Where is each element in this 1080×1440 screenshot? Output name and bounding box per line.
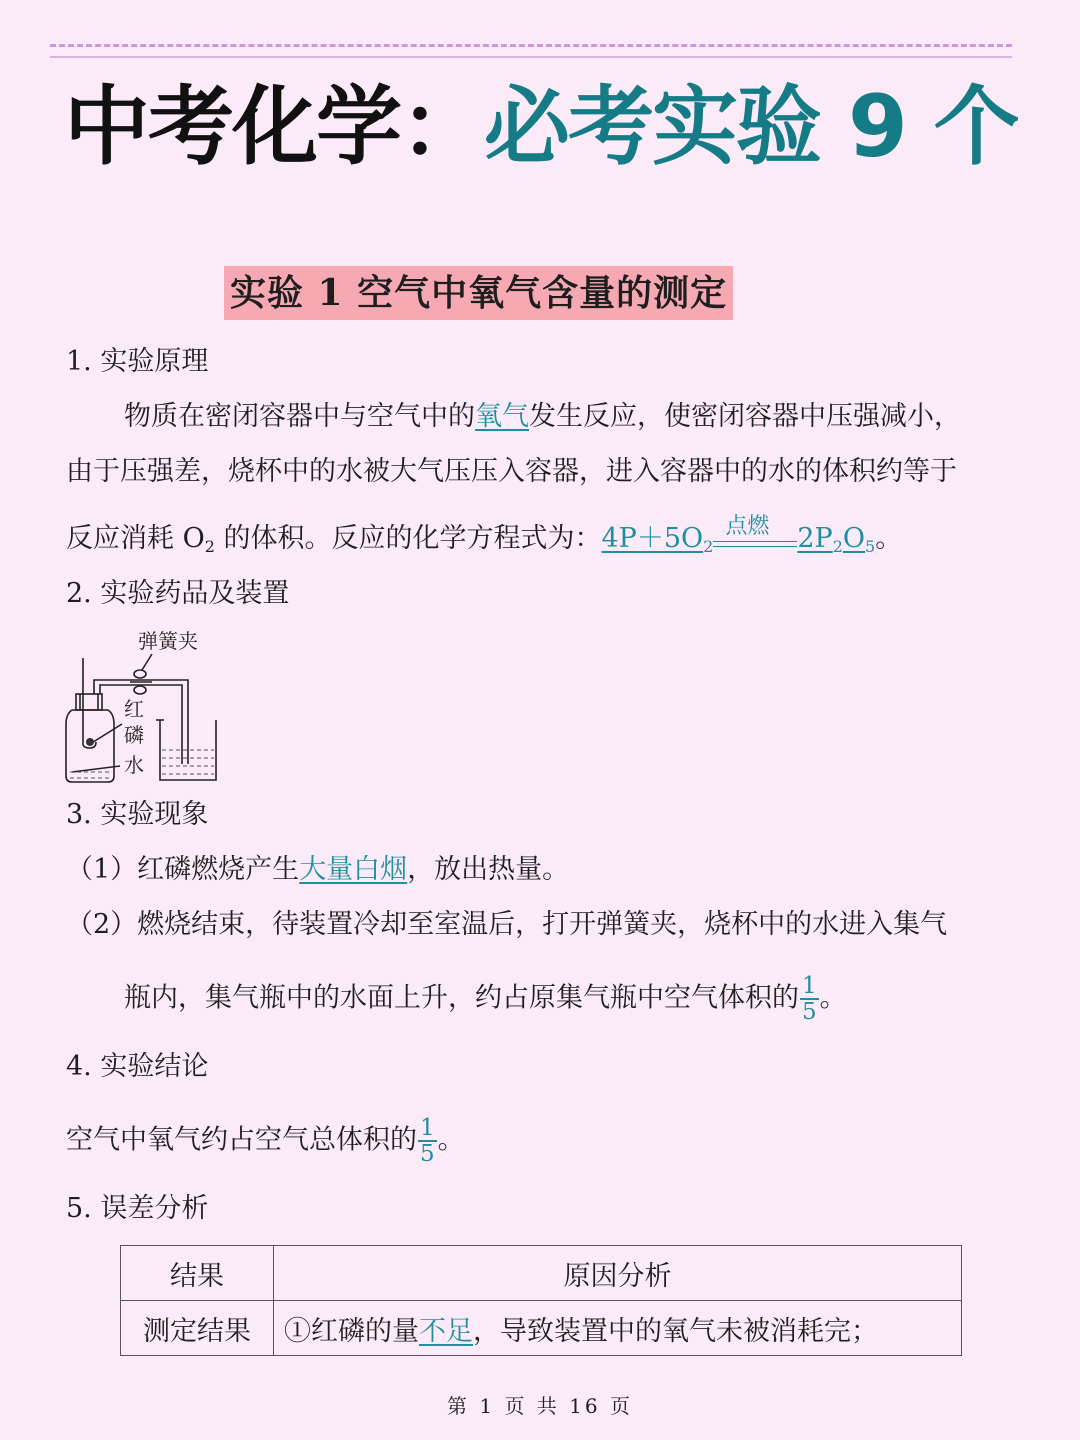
section1-para2: 由于压强差，烧杯中的水被大气压压入容器，进入容器中的水的体积约等于 bbox=[66, 456, 957, 487]
header-result: 结果 bbox=[121, 1246, 274, 1301]
cell-reason bbox=[274, 1301, 962, 1356]
observation-1 bbox=[66, 850, 569, 890]
para3-end: 。 bbox=[875, 523, 903, 554]
equation-condition bbox=[713, 513, 797, 555]
frac-den: 5 bbox=[420, 1141, 435, 1167]
frac-num: 1 bbox=[802, 973, 817, 999]
red-phosphorus-mark bbox=[86, 738, 94, 746]
fraction-one-fifth-conclusion bbox=[418, 1116, 437, 1166]
observation-2-line2 bbox=[124, 974, 847, 1024]
table-header-row bbox=[121, 1246, 962, 1301]
top-dash-divider bbox=[50, 44, 1012, 47]
page-title bbox=[64, 72, 1024, 182]
para3-pre: 反应消耗 O bbox=[66, 523, 205, 554]
chemical-equation bbox=[602, 523, 714, 554]
obs2-text: 瓶内，集气瓶中的水面上升，约占原集气瓶中空气体积的 bbox=[124, 982, 799, 1014]
obs2-end: 。 bbox=[819, 982, 847, 1014]
answer-insufficient: 不足 bbox=[419, 1315, 473, 1347]
section2-heading: 2. 实验药品及装置 bbox=[66, 578, 290, 609]
answer-white-smoke: 大量白烟 bbox=[299, 854, 408, 885]
reason-pre: ①红磷的量 bbox=[284, 1315, 419, 1347]
label-phosphorus: 磷 bbox=[124, 723, 144, 747]
title-teal-part: 必考实验 9 个 bbox=[484, 77, 1018, 177]
obs1-pre: （1）红磷燃烧产生 bbox=[66, 854, 300, 885]
conclusion-pre: 空气中氧气约占空气总体积的 bbox=[66, 1124, 417, 1156]
eq-rhs-sub1: 2 bbox=[832, 537, 843, 556]
title-black-part: 中考化学： bbox=[64, 77, 484, 177]
para1-post: 发生反应，使密闭容器中压强减小， bbox=[529, 401, 961, 432]
conclusion-end: 。 bbox=[437, 1124, 465, 1156]
obs1-post: ，放出热量。 bbox=[407, 854, 570, 885]
para3-sub: 2 bbox=[204, 537, 215, 556]
para1-pre: 物质在密闭容器中与空气中的 bbox=[124, 401, 475, 432]
section1-para1 bbox=[124, 397, 961, 437]
table-row bbox=[121, 1301, 962, 1356]
answer-oxygen: 氧气 bbox=[475, 401, 529, 432]
apparatus-diagram bbox=[60, 624, 230, 790]
condition-ignite: 点燃 bbox=[725, 513, 770, 539]
equation-product bbox=[797, 523, 875, 554]
observation-2-line1: （2）燃烧结束，待装置冷却至室温后，打开弹簧夹，烧杯中的水进入集气 bbox=[66, 909, 948, 940]
reason-post: ，导致装置中的氧气未被消耗完； bbox=[473, 1315, 878, 1347]
eq-lhs-sub: 2 bbox=[703, 537, 714, 556]
cell-result: 测定结果 bbox=[121, 1301, 274, 1356]
section3-heading: 3. 实验现象 bbox=[66, 799, 209, 830]
header-reason: 原因分析 bbox=[274, 1246, 962, 1301]
page-footer: 第 1 页 共 16 页 bbox=[447, 1394, 633, 1418]
error-analysis-table bbox=[120, 1245, 962, 1356]
conclusion-text bbox=[66, 1116, 465, 1166]
label-water: 水 bbox=[124, 753, 144, 777]
fraction-one-fifth bbox=[800, 974, 819, 1024]
section4-heading: 4. 实验结论 bbox=[66, 1051, 209, 1082]
top-solid-divider bbox=[50, 56, 1012, 58]
eq-rhs1: 2P bbox=[797, 523, 833, 554]
frac-num: 1 bbox=[420, 1115, 435, 1141]
eq-lhs: 4P＋5O bbox=[601, 523, 704, 554]
eq-rhs-sub2: 5 bbox=[865, 537, 876, 556]
frac-den: 5 bbox=[802, 999, 817, 1025]
section5-heading: 5. 误差分析 bbox=[66, 1193, 209, 1224]
experiment-title: 实验 1 空气中氧气含量的测定 bbox=[224, 266, 733, 320]
section1-heading: 1. 实验原理 bbox=[66, 346, 209, 377]
para3-mid: 的体积。反应的化学方程式为： bbox=[214, 523, 602, 554]
label-spring-clip: 弹簧夹 bbox=[138, 629, 198, 653]
label-red: 红 bbox=[124, 697, 144, 721]
eq-rhs2: O bbox=[842, 523, 866, 554]
section1-para3 bbox=[66, 513, 903, 559]
